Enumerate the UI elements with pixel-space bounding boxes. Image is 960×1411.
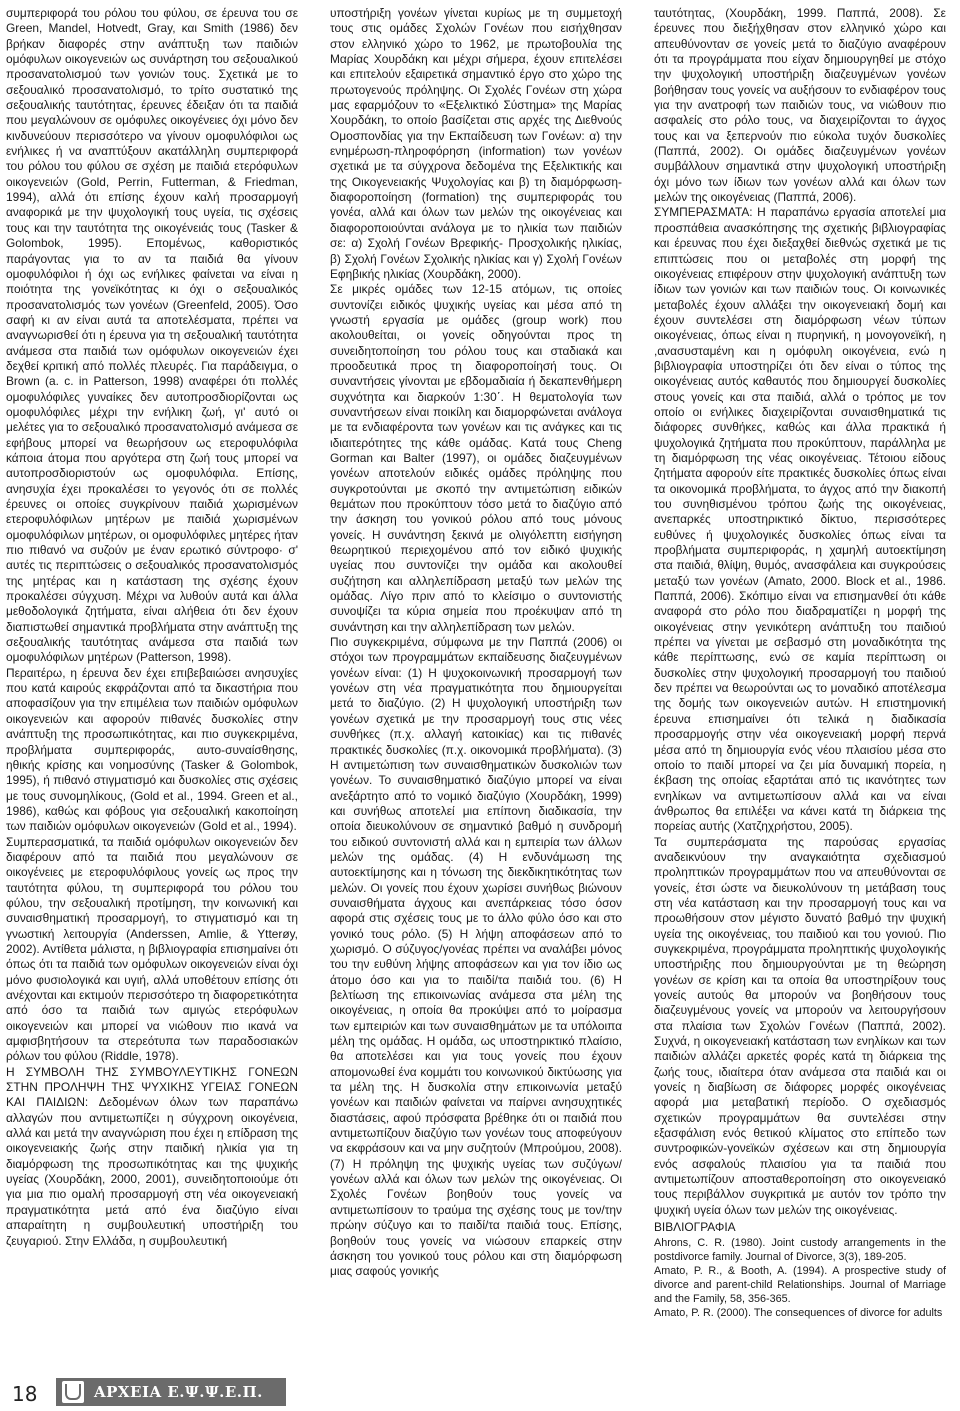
reference-entry: Amato, P. R., & Booth, A. (1994). A prospective study of divorce and parent-child Relationships. Journal of Marriage and the Family, 58, 356-365. <box>654 1264 946 1305</box>
reference-entry: Amato, P. R. (2000). The consequences of divorce for adults <box>654 1306 943 1319</box>
paragraph: Πιο συγκεκριμένα, σύμφωνα με την Παππά (2006) οι στόχοι των προγραμμάτων εκπαίδευσης διαζευγμένων γονέων είναι: (1) Η ψυχοκοινωνική προσαρμογή των γονέων στη νέα πραγματικότητα που δημιουργείται μετά το διαζύγιο. (2) Η ψυχολογική υποστήριξη των γονέων σχετικά με την προσαρμογή τους στις νέες συνθήκες (π.χ. αλλαγή κατοικίας) και τις πιθανές πρακτικές δυσκολίες (π.χ. οικονομικά προβλήματα). (3) Η αντιμετώπιση των συναισθηματικών δυσκολιών των γονέων. Το συναισθηματικό διαζύγιο μπορεί να είναι ανεξάρτητο από το νομικό διαζύγιο (Χουρδάκη, 1999) και συνήθως αποτελεί μια επίπονη διαδικασία, την οποία διευκολύνουν σε σημαντικό βαθμό η συνδρομή του ειδικού συντονιστή αλλά και η εμπειρία των άλλων μελών της ομάδας. (4) Η ενδυνάμωση της αυτοεκτίμησης και η τόνωση της διεκδικητικότητας των μελών. Οι γονείς που έχουν χωρίσει συνήθως βιώνουν συναισθήματα άγχους και ανεπάρκειας τόσο όσον αφορά στις σχέσεις τους με το άλλο φύλο όσο και στο γονικό τους ρόλο. (5) Η λήψη αποφάσεων από το χωρισμό. Ο σύζυγος/γονέας πρέπει να αναλάβει μόνος του την ευθύνη λήψης αποφάσεων και για τον ίδιο ως άτομο όσο και για το παιδί/τα παιδιά του. (6) Η βελτίωση της επικοινωνίας ανάμεσα στα μέλη της οικογένειας, η οποία θα προκύψει από το μοίρασμα των εμπειριών και των συναισθημάτων με τα υπόλοιπα μέλη της ομάδας. Η ομάδα, ως υποστηρικτικό πλαίσιο, θα αποτελέσει και για τους γονείς που έχουν απομονωθεί ένα κομμάτι του κοινωνικού δικτύωσης για τα μέλη της. Η δυσκολία στην επικοινωνία μεταξύ γονέων και παιδιών φαίνεται να παίρνει ανησυχητικές διαστάσεις, αφού πρόσφατα βρέθηκε ότι οι παιδιά που αντιμετωπίζουν διαζύγιο των γονέων τους αποφεύγουν να εκφράσουν και να μην συζητούν (Μπρούμου, 2008). (7) Η πρόληψη της ψυχικής υγείας των συζύγων/γονέων αλλά και όλων των μελών της οικογένειας. Οι Σχολές Γονέων βοηθούν τους γονείς να αντιμετωπίσουν το τραύμα της σχέσης τους με τον/την πρώην σύζυγο και το παιδί/τα παιδιά τους. Επίσης, βοηθούν τους γονείς να νιώσουν επαρκείς στην άσκηση του γονικού τους ρόλου και στη διαμόρφωση μιας σαφούς γονικής <box>330 635 622 1279</box>
journal-name: ΑΡΧΕΙΑ Ε.Ψ.Ψ.Ε.Π. <box>94 1383 263 1401</box>
page-footer <box>0 1370 960 1411</box>
journal-logo-icon <box>62 1381 84 1403</box>
page-number: 18 <box>12 1382 38 1406</box>
paragraph: Τα συμπεράσματα της παρούσας εργασίας αναδεικνύουν την αναγκαιότητα σχεδιασμού προληπτικών προγραμμάτων που να απευθύνονται σε γονείς, έτσι ώστε να διευκολύνουν τη μετάβαση τους στη νέα κατάσταση και την προσαρμογή τους και να προωθήσουν στον μέγιστο δυνατό βαθμό την ψυχική υγεία της οικογένειας, του παιδιού και του γονιού. Πιο συγκεκριμένα, προγράμματα προληπτικής ψυχολογικής υποστήριξης που δημιουργούνται με τη θεώρηση γονέων σε κρίση και τα οποία θα υποστηρίξουν τους γονείς αυτούς θα μπορούν να βοηθήσουν τους διαζευγμένους γονείς να μπορούν να λειτουργήσουν στα πλαίσια των Σχολών Γονέων (Παππά, 2002). Συχνά, η οικογενειακή κατάσταση των ενηλίκων και των παιδιών αλλάζει αρκετές φορές κατά τη διάρκεια της ζωής τους, ιδιαίτερα όταν ανάμεσα στα παιδιά και οι γονείς η διαβίωση σε διάφορες μορφές οικογένειας αφορά μια μεταβατική περίοδο. Ο σχεδιασμός σχετικών προγραμμάτων θα συντελέσει στην εξασφάλιση ενός θετικού κλίματος στο επίπεδο των συντροφικών-γονεϊκών σχέσεων και στη δημιουργία ενός ασφαλούς πλαισίου για τα παιδιά που αντιμετωπίζουν αποσταθεροποίηση στο οικογενειακό τους περιβάλλον συγκριτικά με αυτόν τον τρόπο την ψυχική υγεία όλων των μελών της οικογένειας. <box>654 834 946 1217</box>
paragraph: ταυτότητας, (Χουρδάκη, 1999. Παππά, 2008). Σε έρευνες που διεξήχθησαν στον ελληνικό χώρο και απευθύνονταν σε γονείς μετά το διαζύγιο αναφέρουν ότι τα προγράμματα που είχαν δημιουργηθεί με στόχο την ψυχολογική υποστήριξη διαζευγμένων γονέων βοήθησαν τους γονείς να αυξήσουν το ενδιαφέρον τους για την ανατροφή των παιδιών τους, να νιώθουν πιο ασφαλείς στο ρόλο τους, να διαχειρίζονται το άγχος τους και να ξεπερνούν πιο εύκολα τυχόν δυσκολίες (Παππά, 2002). Οι ομάδες διαζευγμένων γονέων συμβάλλουν σημαντικά στην ψυχολογική υποστήριξη όχι μόνο των ίδιων των γονέων αλλά και όλων των μελών της οικογένειας (Παππά, 2006). <box>654 6 946 205</box>
paragraph: συμπεριφορά του ρόλου του φύλου, σε έρευνα του σε Green, Mandel, Hotvedt, Gray, και Smith (1986) δεν βρήκαν διαφορές στην ανάπτυξη των παιδιών ομόφυλων οικογενειών ως συνάρτηση του σεξουαλικού προσανατολισμού των γονιών τους. Σχετικά με το σεξουαλικό προσανατολισμό, το τρίτο συστατικό της σεξουαλικής ταυτότητας, έρευνες έδειξαν ότι τα παιδιά που μεγαλώνουν σε ομόφυλες οικογένειες όχι μόνο δεν κινδυνεύουν περισσότερο να γίνουν ομοφυλόφιλοι ως ενήλικες ή να αναπτύξουν ακατάλληλη συμπεριφορά του ρόλου του φύλου σε σχέση με παιδιά ετερόφυλων οικογενειών (Gold, Perrin, Futterman, & Friedman, 1994), αλλά ότι επίσης έχουν καλή προσαρμογή αναφορικά με την ψυχολογική τους υγεία, τις σχέσεις τους και την ταυτότητα της οικογένειάς τους (Tasker & Golombok, 1995). Επομένως, καθοριστικός παράγοντας για το αν τα παιδιά θα γίνουν ομοφυλόφιλοι ή όχι ως ενήλικες φαίνεται να είναι η ποιότητα της γονεϊκότητας κι όχι ο σεξουαλικός προσανατολισμός των γονέων (Greenfeld, 2005). Όσο σαφή κι αν είναι αυτά τα αποτελέσματα, πρέπει να αναγνωρισθεί ότι η έρευνα για τη σεξουαλική ταυτότητα ανάμεσα στα παιδιά των ομόφυλων οικογενειών έχει δεχθεί κριτική από πολλές πλευρές. Για παράδειγμα, ο Brown (a. c. in Patterson, 1998) αναφέρει ότι πολλές ομοφυλόφιλες γυναίκες δεν αυτοπροσδιορίζονται ως ομοφυλόφιλες μέχρι την ενήλικη ζωή, γι' αυτό οι μελέτες για το σεξουαλικό προσανατολισμό ανάμεσα σε εφήβους μπορεί να θεωρήσουν ως ετεροφυλόφιλα κάποια άτομα που αργότερα στη ζωή τους μπορεί να αυτοπροσδιοριστούν ως ομοφυλόφιλα. Επίσης, ανησυχία έχει προκαλέσει το γεγονός ότι σε πολλές έρευνες οι οποίες συγκρίνουν παιδιά χωρισμένων ετεροφυλόφιλων μητέρων με παιδιά χωρισμένων ομοφυλόφιλων μητέρων, οι ομοφυλόφιλες μητέρες ήταν πιο πιθανό να συζούν με έναν ερωτικό σύντροφο· σ' αυτές τις περιπτώσεις ο σεξουαλικός προσανατολισμός της μητέρας και η κατάσταση της σχέσης έχουν προκαλέσει σύγχυση. Μέχρι να λυθούν αυτά και άλλα μεθοδολογικά ζητήματα, είναι αλήθεια ότι δεν έχουν διαπιστωθεί σημαντικά προβλήματα στην ανάπτυξη της σεξουαλικής ταυτότητας ανάμεσα στα παιδιά των ομοφυλόφιλων μητέρων (Patterson, 1998). <box>6 6 298 665</box>
references-heading: ΒΙΒΛΙΟΓΡΑΦΙΑ <box>654 1220 736 1235</box>
paragraph: Η ΣΥΜΒΟΛΗ ΤΗΣ ΣΥΜΒΟΥΛΕΥΤΙΚΗΣ ΓΟΝΕΩΝ ΣΤΗΝ ΠΡΟΛΗΨΗ ΤΗΣ ΨΥΧΙΚΗΣ ΥΓΕΙΑΣ ΓΟΝΕΩΝ ΚΑΙ ΠΑΙΔΙΩΝ: Δεδομένων όλων των παραπάνω αλλαγών που αντιμετωπίζει η σύγχρονη οικογένεια, αλλά και μετά την αναγνώριση που έχει η επίδραση της οικογενειακής ζωής στην παιδική ηλικία για τη διαμόρφωση της προσωπικότητας και της ψυχικής υγείας (Χουρδάκη, 2000, 2001), συνειδητοποιούμε ότι για μια πιο ομαλή προσαρμογή στη νέα οικογενειακή πραγματικότητα μετά από ένα διαζύγιο είναι απαραίτητη η συμβουλευτική υποστήριξη του ζευγαριού. Στην Ελλάδα, η συμβουλευτική <box>6 1064 298 1248</box>
references-section <box>654 1220 946 1319</box>
paragraph: ΣΥΜΠΕΡΑΣΜΑΤΑ: Η παραπάνω εργασία αποτελεί μια προσπάθεια ανασκόπησης της σχετικής βιβλιογραφίας και έρευνας που έχει διεξαχθεί διεθνώς σχετικά με τις επιπτώσεις που οι μεταβολές στη μορφή της οικογένειας επιφέρουν στην ψυχολογική ανάπτυξη των ίδιων των γονιών και των παιδιών τους. Οι κοινωνικές μεταβολές έχουν αλλάξει την οικογενειακή δομή και έχουν συντελέσει στη διαμόρφωση νέων τύπων οικογένειας, όπως είναι η πυρηνική, η μονογονεϊκή, η ,ανασυσταμένη και η ομόφυλη οικογένεια, ενώ η βιβλιογραφία υποστηρίζει ότι δεν είναι ο τύπος της οικογένειας αυτός καθαυτός που δημιουργεί δυσκολίες στους γονείς και στα παιδιά, αλλά ο τρόπος με τον οποίο οι ενήλικες διαχειρίζονται συναισθηματικά τις διάφορες συνθήκες, καθώς και άλλα πρακτικά ή ψυχολογικά ζητήματα που προκύπτουν, παράλληλα με τη διαμόρφωση της νέας οικογένειας. Τέτοιου είδους ζητήματα αφορούν είτε πρακτικές δυσκολίες όπως είναι τα οικονομικά προβλήματα, το άγχος από την διακοπή του συνηθισμένου τρόπου ζωής της οικογένειας, ανεπαρκές υποστηρικτικό δίκτυο, περισσότερες ευθύνες ή ψυχολογικές δυσκολίες όπως είναι τα προβλήματα συμπεριφοράς, η χαμηλή αυτοεκτίμηση στα παιδιά, θλίψη, θυμός, ανασφάλεια και συγκρούσεις μεταξύ των γονέων (Amato, 2000. Block et al., 1986. Παππά, 2006). Σκόπιμο είναι να επισημανθεί ότι κάθε αναφορά στο ρόλο που διαδραματίζει η μορφή της οικογένειας στην γενικότερη ανάπτυξη του παιδιού πρέπει να γίνεται με σεβασμό στη μοναδικότητα της κάθε περίπτωσης, ενώ σε καμία περίπτωση οι δυσκολίες στην ψυχολογική προσαρμογή του παιδιού δεν πρέπει να θεωρούνται ως το μοναδικό αποτέλεσμα της δομής των οικογενειών αυτών. Η επιστημονική έρευνα επισημαίνει ότι τελικά η διαδικασία προσαρμογής στην νέα οικογενειακή μορφή περνά μέσα από τη δημιουργία ενός νέου πλαισίου μέσα στο οποίο το παιδί μπορεί να ζει μία δυναμική πορεία, η έκβαση της οποίας εξαρτάται από τις ικανότητες των ενηλίκων να αντιμετωπίσουν αλλά και να είναι άνθρωπος θα επιλέξει να κάνει κατά τη διάρκεια της πορείας αυτής (Χατζηχρήστου, 2005). <box>654 205 946 834</box>
paragraph: Σε μικρές ομάδες των 12-15 ατόμων, τις οποίες συντονίζει ειδικός ψυχικής υγείας και μέσα από τη γνωστή εργασία με ομάδες (group work) που ακολουθείται, οι γονείς οδηγούνται προς τη συνειδητοποίηση του ρόλου τους και σταδιακά και προοδευτικά προς τη διαφοροποίησή τους. Οι συναντήσεις γίνονται με εβδομαδιαία ή δεκαπενθήμερη συχνότητα και διαρκούν 1:30΄. Η θεματολογία των συναντήσεων είναι ποικίλη και διαμορφώνεται ανάλογα με τα ενδιαφέροντα των γονέων και τις ανάγκες και τις ιδιαιτερότητες της κάθε ομάδας. Κατά τους Cheng Gorman και Balter (1997), οι ομάδες διαζευγμένων γονέων αποτελούν ειδικές ομάδες πρόληψης που συγκροτούνται με σκοπό την αντιμετώπιση ειδικών θεμάτων που προκύπτουν τόσο μετά το διαζύγιο από την άσκηση του γονικού ρόλου από τους μόνους γονείς. Η συνάντηση ξεκινά με ολιγόλεπτη εισήγηση θεωρητικού περιεχομένου από τον ειδικό ψυχικής υγείας που συντονίζει την ομάδα και ακολουθεί συζήτηση και αλληλεπίδραση μεταξύ των μελών της ομάδας. Λίγο πριν από το κλείσιμο ο συντονιστής συνοψίζει τα κύρια σημεία που προέκυψαν από τη συνάντηση και την αλληλεπίδραση των μελών. <box>330 282 622 634</box>
text-column-middle <box>330 6 622 1362</box>
paragraph: υποστήριξη γονέων γίνεται κυρίως με τη συμμετοχή τους στις ομάδες Σχολών Γονέων που εισήχθησαν στον ελληνικό χώρο το 1962, με πρωτοβουλία της Μαρίας Χουρδάκη και μέχρι σήμερα, έχουν επιτελέσει και επιτελούν εξαιρετικά σημαντικό έργο στο χώρο της πρωτογενούς πρόληψης. Οι Σχολές Γονέων στη χώρα μας εφαρμόζουν το «Εξελικτικό Σύστημα» της Μαρίας Χουρδάκη, το οποίο βασίζεται στις αρχές της Διεθνούς Ομοσπονδίας για την Εκπαίδευση των Γονέων: α) την ενημέρωση-πληροφόρηση (information) των γονέων σχετικά με τα σύγχρονα δεδομένα της Εξελικτικής και της Οικογενειακής Ψυχολογίας και β) τη διαμόρφωση-διαφοροποίηση (formation) της συμπεριφοράς του γονέα, αλλά και όλων των μελών της οικογένειας και διαφοροποιούνται ανάλογα με το ηλικία των παιδιών σε: α) Σχολή Γονέων Βρεφικής- Προσχολικής ηλικίας, β) Σχολή Γονέων Σχολικής ηλικίας και γ) Σχολή Γονέων Εφηβικής ηλικίας (Χουρδάκη, 2000). <box>330 6 622 281</box>
paragraph: Περαιτέρω, η έρευνα δεν έχει επιβεβαιώσει ανησυχίες που κατά καιρούς εκφράζονται από τα δικαστήρια που αποφασίζουν για την επιμέλεια των παιδιών ομόφυλων οικογενειών και αφορούν πιθανές δυσκολίες στην ανάπτυξη της προσωπικότητας, και πιο συγκεκριμένα, προβλήματα συμπεριφοράς, αυτο-συναίσθησης, ηθικής κρίσης και νοημοσύνης (Tasker & Golombok, 1995), ή πιθανό στιγματισμό και δυσκολίες στις σχέσεις με τους συνομηλίκους, (Gold et al., 1994. Green et al., 1986), καθώς και φόβους για σεξουαλική κακοποίηση των παιδιών ομόφυλων οικογενειών (Gold et al., 1994). <box>6 665 298 834</box>
journal-banner <box>56 1378 286 1406</box>
reference-entry: Ahrons, C. R. (1980). Joint custody arrangements in the postdivorce family. Journal of Divorce, 3(3), 189-205. <box>654 1236 946 1263</box>
text-column-left <box>6 6 298 1362</box>
paragraph: Συμπερασματικά, τα παιδιά ομόφυλων οικογενειών δεν διαφέρουν από τα παιδιά που μεγαλώνουν σε οικογένειες με ετεροφυλόφιλους γονείς ως προς την ταυτότητα φύλου, τη συμπεριφορά του ρόλου του φύλου, την σεξουαλική προτίμηση, την κοινωνική και συναισθηματική προσαρμογή, το στιγματισμό και τη γνωστική λειτουργία (Anderssen, Amlie, & Ytterøy, 2002). Αντίθετα μάλιστα, η βιβλιογραφία επισημαίνει ότι όπως ότι τα παιδιά των ομόφυλων οικογενειών είναι όχι μόνο φυσιολογικά και υγιή, αλλά υποθέτουν επίσης ότι ανέχονται και εκτιμούν περισσότερο τη διαφορετικότητα από όσο τα παιδιά των αμιγώς ετερόφυλων οικογενειών και μπορεί να νιώθουν πιο ικανά να αμφισβητήσουν τα στερεότυπα των παραδοσιακών ρόλων του φύλου (Riddle, 1978). <box>6 834 298 1064</box>
text-column-right <box>654 6 946 1362</box>
